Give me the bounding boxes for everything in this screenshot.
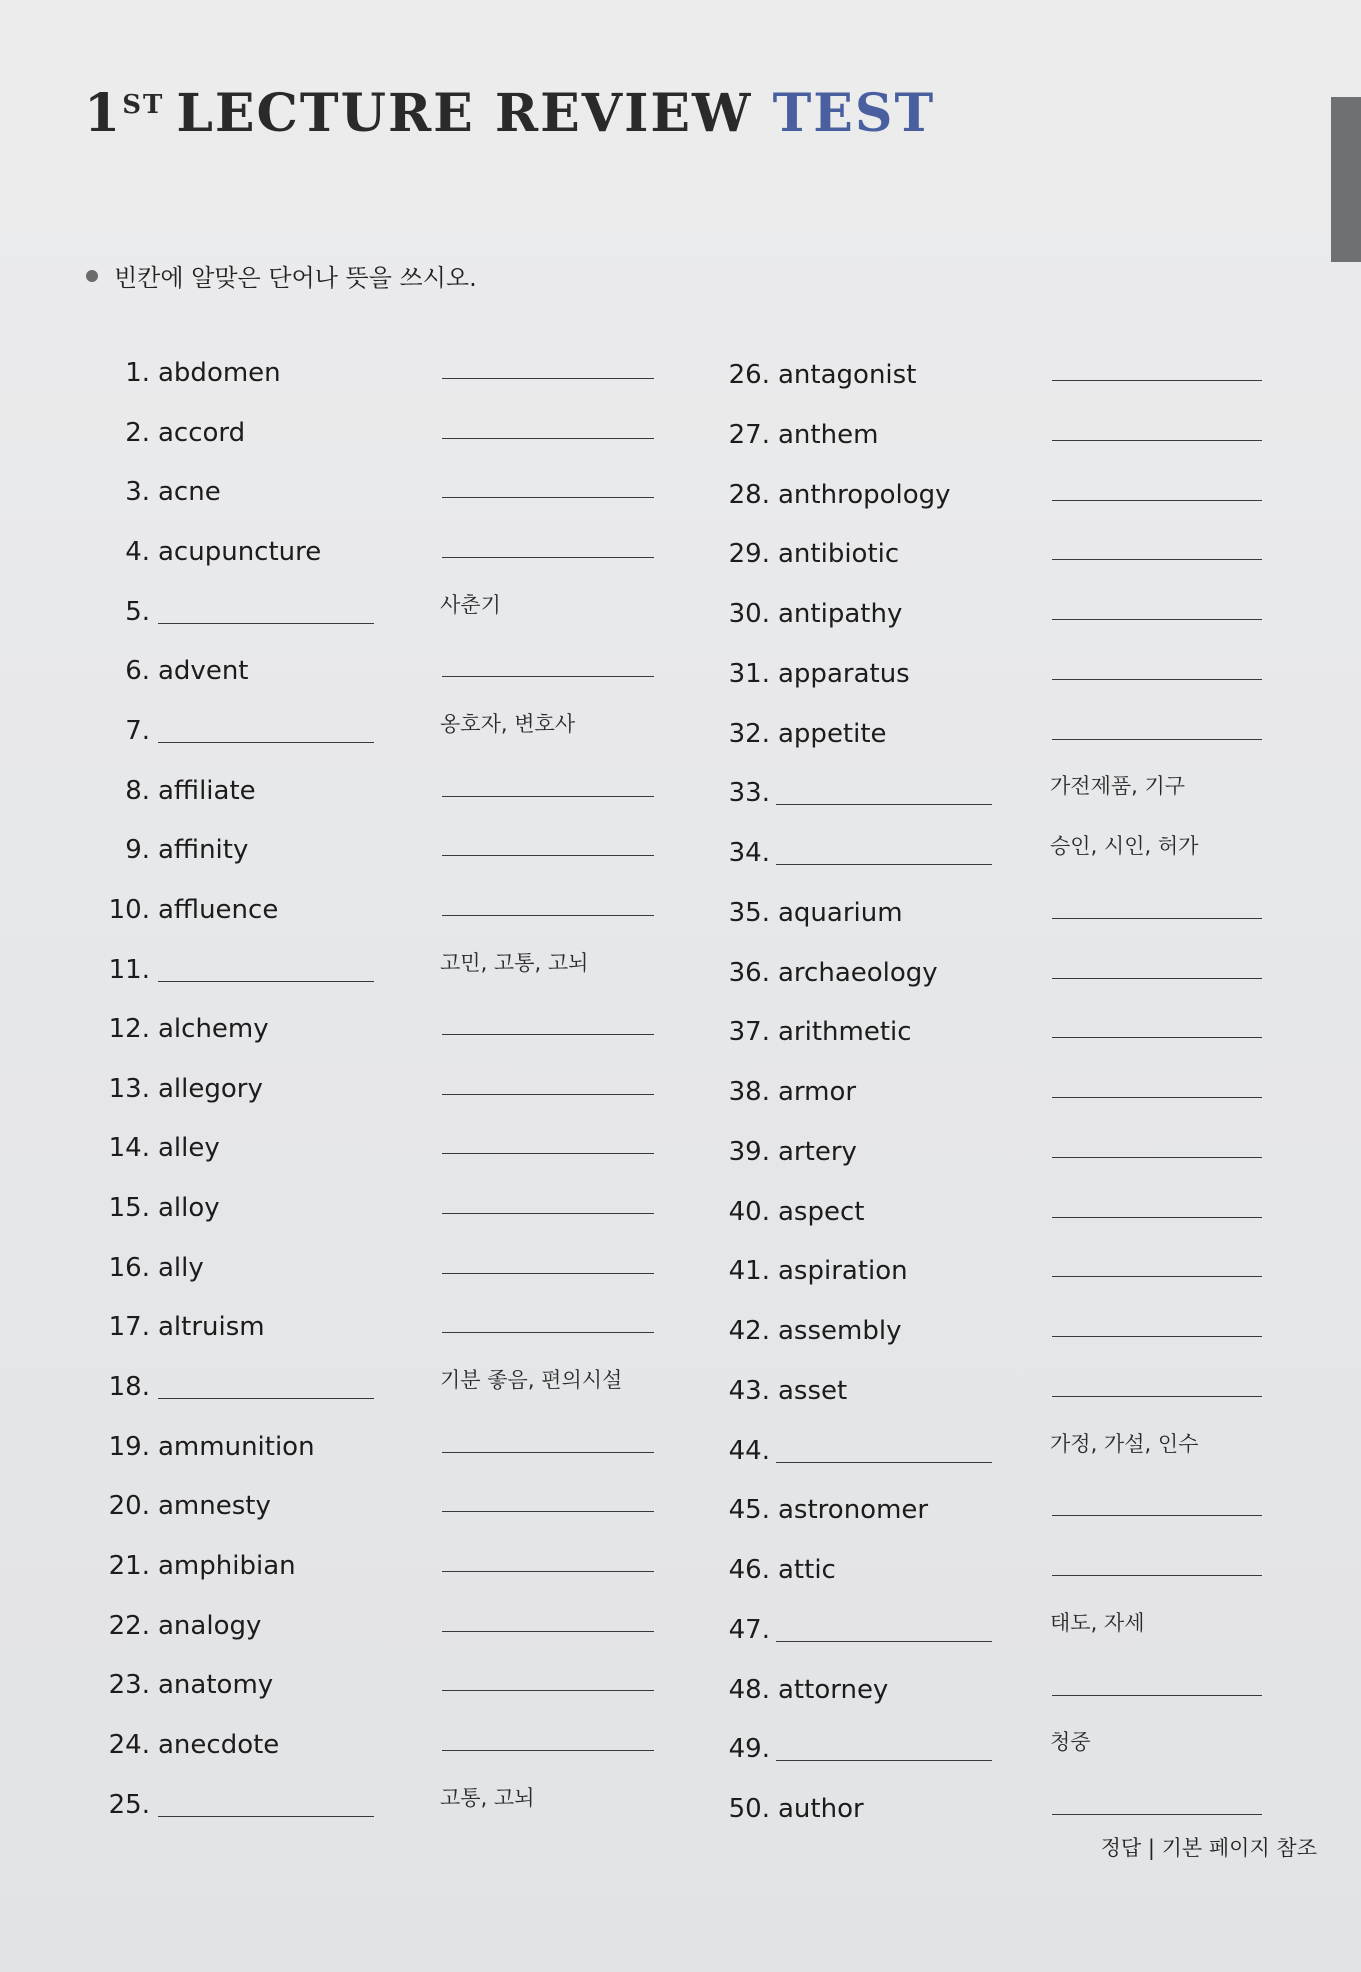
meaning-answer-blank[interactable]: [442, 557, 654, 558]
meaning-answer-blank[interactable]: [1052, 500, 1262, 501]
word-answer-blank[interactable]: [776, 864, 992, 865]
vocab-item: [102, 1302, 265, 1342]
item-number: 39.: [728, 1137, 770, 1167]
vocab-item: [722, 709, 887, 749]
vocab-item: [722, 589, 902, 629]
item-number: 15.: [108, 1193, 150, 1223]
item-word: apparatus: [778, 659, 910, 689]
item-number: 41.: [728, 1256, 770, 1286]
vocab-item: [102, 1422, 315, 1462]
meaning-answer-blank[interactable]: [1052, 1217, 1262, 1218]
bullet-icon: [86, 270, 98, 282]
meaning-answer-blank[interactable]: [442, 1571, 654, 1572]
vocab-item: [102, 1541, 296, 1581]
vocab-item: [102, 1362, 158, 1402]
meaning-answer-blank[interactable]: [442, 1153, 654, 1154]
item-number: 43.: [728, 1376, 770, 1406]
vocab-item: [722, 828, 778, 868]
meaning-answer-blank[interactable]: [1052, 1396, 1262, 1397]
word-answer-blank[interactable]: [158, 1398, 374, 1399]
meaning-hint: 가전제품, 기구: [1050, 774, 1186, 798]
vocab-item: [722, 768, 778, 808]
vocab-item: [722, 470, 951, 510]
item-word: aspiration: [778, 1256, 908, 1286]
item-word: anthem: [778, 420, 879, 450]
meaning-answer-blank[interactable]: [442, 796, 654, 797]
item-number: 24.: [108, 1730, 150, 1760]
vocab-item: [722, 410, 878, 450]
word-answer-blank[interactable]: [776, 804, 992, 805]
vocab-item: [102, 587, 158, 627]
item-word: author: [778, 1794, 864, 1824]
vocab-item: [722, 1665, 888, 1705]
vocab-item: [722, 350, 916, 390]
item-number: 11.: [108, 955, 150, 985]
meaning-answer-blank[interactable]: [1052, 1037, 1262, 1038]
item-word: affluence: [158, 895, 279, 925]
item-number: 44.: [728, 1436, 770, 1466]
meaning-answer-blank[interactable]: [442, 438, 654, 439]
item-word: ammunition: [158, 1432, 315, 1462]
instruction-text: 빈칸에 알맞은 단어나 뜻을 쓰시오.: [114, 264, 477, 292]
item-number: 29.: [728, 539, 770, 569]
meaning-hint: 고민, 고통, 고뇌: [440, 951, 589, 975]
meaning-answer-blank[interactable]: [442, 1452, 654, 1453]
meaning-hint: 옹호자, 변호사: [440, 712, 576, 736]
word-answer-blank[interactable]: [158, 623, 374, 624]
vocab-item: [722, 529, 899, 569]
vocab-item: [722, 1067, 856, 1107]
item-number: 22.: [108, 1611, 150, 1641]
meaning-hint: 가정, 가설, 인수: [1050, 1432, 1199, 1456]
vocab-item: [722, 948, 938, 988]
item-number: 35.: [728, 898, 770, 928]
vocab-item: [102, 1183, 220, 1223]
item-word: astronomer: [778, 1495, 929, 1525]
vocab-item: [102, 527, 321, 567]
meaning-hint: 기분 좋음, 편의시설: [440, 1368, 623, 1392]
item-word: antipathy: [778, 599, 903, 629]
answer-reference: 정답 | 기본 페이지 참조: [1100, 1836, 1317, 1860]
item-number: 37.: [728, 1017, 770, 1047]
instruction: [86, 258, 477, 293]
item-number: 14.: [108, 1133, 150, 1163]
meaning-answer-blank[interactable]: [1052, 1695, 1262, 1696]
item-number: 19.: [108, 1432, 150, 1462]
vocab-item: [102, 408, 245, 448]
item-number: 10.: [108, 895, 150, 925]
meaning-answer-blank[interactable]: [1052, 1157, 1262, 1158]
item-word: aquarium: [778, 898, 903, 928]
item-word: armor: [778, 1077, 857, 1107]
item-number: 28.: [728, 480, 770, 510]
item-number: 33.: [728, 778, 770, 808]
meaning-answer-blank[interactable]: [1052, 978, 1262, 979]
vocab-item: [102, 1481, 271, 1521]
meaning-answer-blank[interactable]: [442, 1213, 654, 1214]
item-word: assembly: [778, 1316, 902, 1346]
item-number: 30.: [728, 599, 770, 629]
item-number: 3.: [125, 477, 150, 507]
meaning-answer-blank[interactable]: [442, 915, 654, 916]
meaning-answer-blank[interactable]: [1052, 918, 1262, 919]
page-title: [84, 83, 936, 144]
vocab-item: [722, 1426, 778, 1466]
item-number: 26.: [728, 360, 770, 390]
item-number: 31.: [728, 659, 770, 689]
item-word: arithmetic: [778, 1017, 912, 1047]
vocab-item: [102, 646, 249, 686]
item-number: 4.: [125, 537, 150, 567]
title-accent: TEST: [772, 83, 936, 144]
item-word: analogy: [158, 1611, 262, 1641]
vocab-item: [722, 1246, 908, 1286]
vocab-item: [102, 1720, 279, 1760]
item-number: 1.: [125, 358, 150, 388]
meaning-answer-blank[interactable]: [442, 676, 654, 677]
item-word: appetite: [778, 719, 887, 749]
item-word: acne: [158, 477, 221, 507]
item-number: 12.: [108, 1014, 150, 1044]
title-number: 1: [84, 83, 123, 144]
meaning-answer-blank[interactable]: [1052, 559, 1262, 560]
side-tab-marker: [1331, 97, 1361, 262]
item-word: amnesty: [158, 1491, 271, 1521]
item-word: acupuncture: [158, 537, 322, 567]
item-number: 38.: [728, 1077, 770, 1107]
vocab-item: [722, 1784, 864, 1824]
item-number: 45.: [728, 1495, 770, 1525]
meaning-answer-blank[interactable]: [1052, 1276, 1262, 1277]
item-number: 48.: [728, 1675, 770, 1705]
item-word: altruism: [158, 1312, 265, 1342]
item-word: affinity: [158, 835, 249, 865]
item-number: 42.: [728, 1316, 770, 1346]
item-number: 9.: [125, 835, 150, 865]
meaning-answer-blank[interactable]: [442, 1750, 654, 1751]
item-word: accord: [158, 418, 246, 448]
vocab-item: [722, 888, 903, 928]
item-number: 18.: [108, 1372, 150, 1402]
item-number: 17.: [108, 1312, 150, 1342]
meaning-answer-blank[interactable]: [1052, 1097, 1262, 1098]
vocab-item: [102, 1243, 204, 1283]
meaning-answer-blank[interactable]: [442, 1631, 654, 1632]
vocab-item: [722, 1724, 778, 1764]
item-word: archaeology: [778, 958, 938, 988]
vocab-item: [722, 1605, 778, 1645]
item-word: abdomen: [158, 358, 281, 388]
item-word: attic: [778, 1555, 836, 1585]
meaning-answer-blank[interactable]: [442, 855, 654, 856]
meaning-answer-blank[interactable]: [1052, 1814, 1262, 1815]
meaning-hint: 태도, 자세: [1050, 1611, 1145, 1635]
word-answer-blank[interactable]: [776, 1760, 992, 1761]
vocab-item: [102, 1064, 263, 1104]
item-word: alchemy: [158, 1014, 269, 1044]
word-answer-blank[interactable]: [158, 981, 374, 982]
item-word: affiliate: [158, 776, 256, 806]
vocab-item: [102, 945, 158, 985]
item-number: 2.: [125, 418, 150, 448]
meaning-answer-blank[interactable]: [442, 1332, 654, 1333]
meaning-answer-blank[interactable]: [1052, 440, 1262, 441]
meaning-answer-blank[interactable]: [442, 497, 654, 498]
meaning-answer-blank[interactable]: [442, 1094, 654, 1095]
item-word: attorney: [778, 1675, 889, 1705]
vocab-item: [102, 885, 278, 925]
meaning-hint: 승인, 시인, 허가: [1050, 834, 1199, 858]
item-word: allegory: [158, 1074, 263, 1104]
item-number: 7.: [125, 716, 150, 746]
vocab-item: [102, 467, 221, 507]
meaning-answer-blank[interactable]: [1052, 1336, 1262, 1337]
vocab-item: [102, 1004, 269, 1044]
item-number: 27.: [728, 420, 770, 450]
vocab-item: [722, 1545, 836, 1585]
item-number: 5.: [125, 597, 150, 627]
item-word: antibiotic: [778, 539, 900, 569]
meaning-answer-blank[interactable]: [442, 1690, 654, 1691]
item-number: 40.: [728, 1197, 770, 1227]
item-number: 6.: [125, 656, 150, 686]
item-number: 25.: [108, 1790, 150, 1820]
vocab-item: [102, 766, 256, 806]
item-word: aspect: [778, 1197, 865, 1227]
vocab-item: [722, 649, 910, 689]
item-word: amphibian: [158, 1551, 296, 1581]
item-number: 16.: [108, 1253, 150, 1283]
item-number: 23.: [108, 1670, 150, 1700]
item-word: anthropology: [778, 480, 951, 510]
meaning-hint: 고통, 고뇌: [440, 1786, 535, 1810]
item-number: 13.: [108, 1074, 150, 1104]
item-word: artery: [778, 1137, 857, 1167]
item-number: 50.: [728, 1794, 770, 1824]
vocab-item: [102, 348, 281, 388]
meaning-answer-blank[interactable]: [442, 1273, 654, 1274]
word-answer-blank[interactable]: [776, 1641, 992, 1642]
meaning-answer-blank[interactable]: [1052, 1515, 1262, 1516]
item-number: 32.: [728, 719, 770, 749]
item-number: 21.: [108, 1551, 150, 1581]
item-number: 47.: [728, 1615, 770, 1645]
word-answer-blank[interactable]: [158, 742, 374, 743]
title-superscript: ST: [122, 90, 165, 120]
vocab-item: [102, 1660, 273, 1700]
meaning-answer-blank[interactable]: [1052, 619, 1262, 620]
meaning-hint: 청중: [1050, 1730, 1091, 1754]
vocab-item: [722, 1485, 928, 1525]
item-number: 36.: [728, 958, 770, 988]
vocab-item: [722, 1366, 847, 1406]
item-number: 8.: [125, 776, 150, 806]
title-main: LECTURE REVIEW: [176, 83, 753, 144]
meaning-answer-blank[interactable]: [1052, 739, 1262, 740]
vocab-item: [102, 706, 158, 746]
meaning-hint: 사춘기: [440, 593, 501, 617]
item-word: anecdote: [158, 1730, 280, 1760]
word-answer-blank[interactable]: [158, 1816, 374, 1817]
item-word: advent: [158, 656, 249, 686]
vocab-item: [722, 1127, 857, 1167]
item-word: alley: [158, 1133, 220, 1163]
item-number: 34.: [728, 838, 770, 868]
word-answer-blank[interactable]: [776, 1462, 992, 1463]
vocab-item: [102, 1780, 158, 1820]
vocab-item: [722, 1187, 864, 1227]
item-word: ally: [158, 1253, 204, 1283]
vocab-item: [102, 1123, 220, 1163]
item-number: 46.: [728, 1555, 770, 1585]
item-word: alloy: [158, 1193, 220, 1223]
vocab-item: [722, 1306, 901, 1346]
item-number: 49.: [728, 1734, 770, 1764]
meaning-answer-blank[interactable]: [442, 1511, 654, 1512]
item-word: antagonist: [778, 360, 917, 390]
item-word: anatomy: [158, 1670, 274, 1700]
vocab-item: [722, 1007, 912, 1047]
meaning-answer-blank[interactable]: [1052, 1575, 1262, 1576]
meaning-answer-blank[interactable]: [442, 1034, 654, 1035]
item-number: 20.: [108, 1491, 150, 1521]
meaning-answer-blank[interactable]: [442, 378, 654, 379]
meaning-answer-blank[interactable]: [1052, 679, 1262, 680]
vocab-item: [102, 1601, 261, 1641]
vocab-item: [102, 825, 248, 865]
meaning-answer-blank[interactable]: [1052, 380, 1262, 381]
item-word: asset: [778, 1376, 848, 1406]
